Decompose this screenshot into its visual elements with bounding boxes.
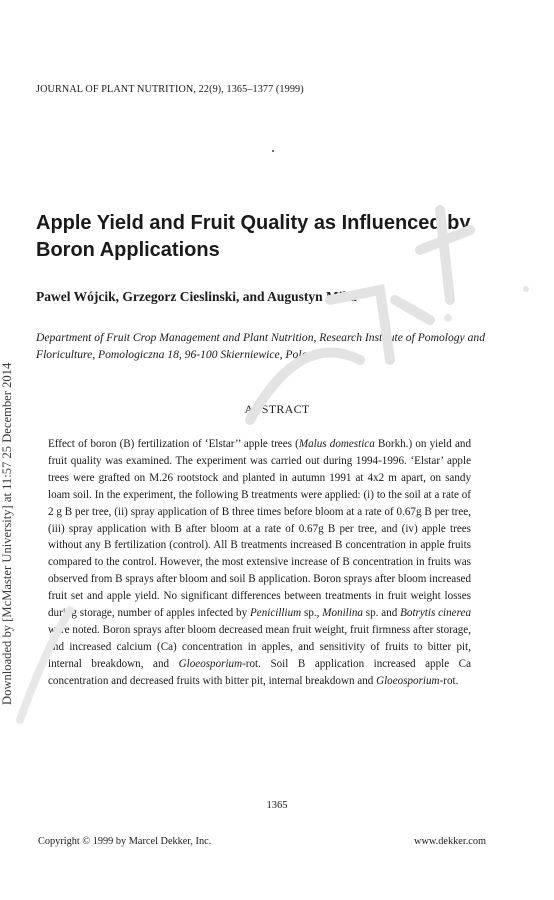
paper-title: Apple Yield and Fruit Quality as Influenced by Boron Applications (36, 212, 471, 261)
abstract-text: Effect of boron (B) fertilization of ‘Elstar’’ apple trees ( (48, 438, 299, 450)
separator-dot (272, 150, 274, 152)
abstract-text: -rot. Soil B application increased apple Ca concentration and decreased fruits with bitter pit, internal breakdown and (48, 657, 471, 687)
abstract-text: sp. and (362, 607, 401, 620)
abstract-text: sp., (301, 607, 323, 620)
publisher-website: www.dekker.com (414, 836, 486, 847)
abstract-text: Borkh.) on yield and fruit quality was examined. The experiment was carried out during 1994-1996. ‘Elstar’ apple trees were grafted on M.26 rootstock and planted in autumn 1991 at 4x2 m apart, on sandy loam soil. In the experiment, the following B treatments were applied: (i) to the soil at a rate of 2 g B per tree, (ii) spray application of B three times before bloom at a rate of 0.67g B per tree, (iii) spray application with B after bloom at a rate of 0.67g B per tree, and (iv) apple trees without any B fertilization (control). All B treatments increased B concentration in apple fruits compared to the control. However, the most extensive increase of B concentration in fruits was observed from B sprays after bloom and soil B application. Boron sprays after bloom increased fruit set and apple yield. No significant differences between treatments in fruit weight losses during storage, number of apples infected by (48, 438, 472, 620)
abstract-italic-term: Gloeosporium (178, 657, 243, 670)
abstract-heading: ABSTRACT (244, 402, 310, 416)
abstract-italic-term: Malus domestica (298, 438, 375, 450)
abstract-body (48, 436, 471, 690)
download-notice: Downloaded by [McMaster University] at 11:57 25 December 2014 (0, 362, 14, 705)
abstract-text: were noted. Boron sprays after bloom decreased mean fruit weight, fruit firmness after storage, and increased calcium (Ca) concentration in apples, and sensitivity of fruits to bitter pit, internal breakdown, and (48, 623, 471, 670)
affiliation: Department of Fruit Crop Management and Plant Nutrition, Research Institute of Pomology and Floriculture, Pomologiczna 18, 96-100 Skierniewice, Poland (36, 331, 485, 361)
abstract-italic-term: Monilina (322, 607, 363, 620)
copyright-notice: Copyright © 1999 by Marcel Dekker, Inc. (38, 836, 212, 847)
page-number: 1365 (266, 800, 288, 811)
abstract-italic-term: Botrytis cinerea (400, 607, 471, 620)
journal-header: JOURNAL OF PLANT NUTRITION, 22(9), 1365–1377 (1999) (36, 84, 304, 95)
abstract-italic-term: Gloeosporium (376, 674, 440, 687)
abstract-italic-term: Penicillium (250, 607, 302, 620)
abstract-text: -rot. (439, 674, 459, 687)
author-list: Pawel Wójcik, Grzegorz Cieslinski, and Augustyn Mika (36, 289, 357, 304)
